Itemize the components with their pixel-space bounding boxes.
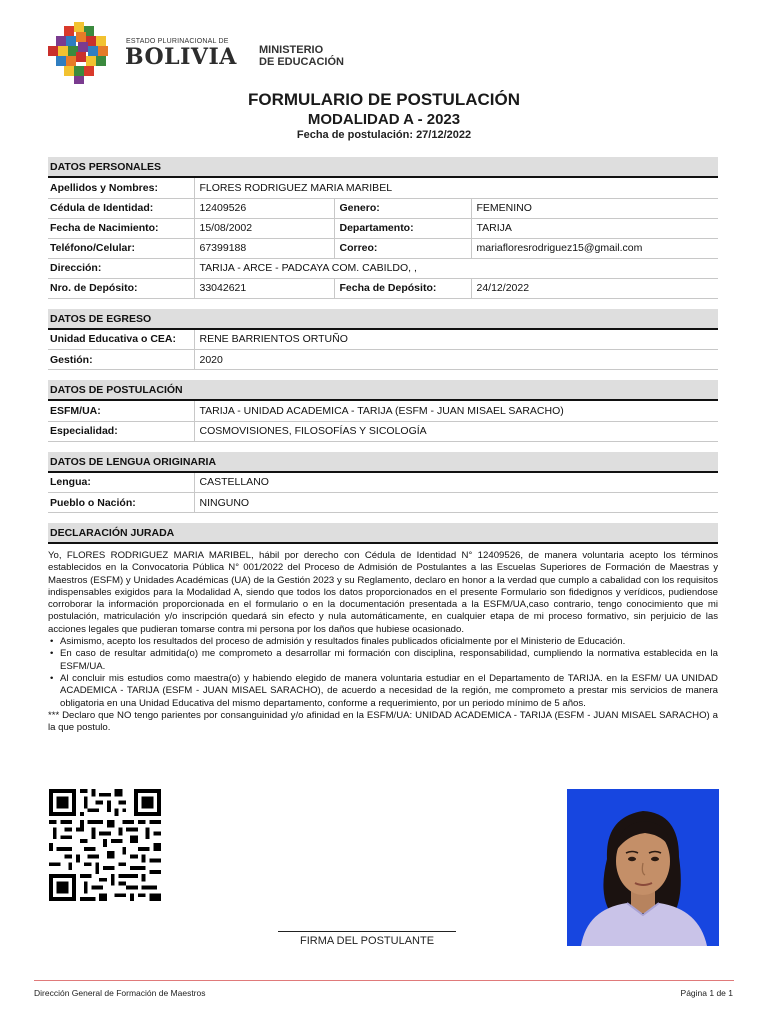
page-header	[44, 16, 744, 90]
section-egreso-heading: DATOS DE EGRESO	[48, 309, 718, 330]
list-item: • En caso de resultar admitida(o) me comprometo a desarrollar mi formación con disciplina, responsabilidad, cumpliendo la normativa establecida en la ESFM/UA.	[48, 648, 718, 673]
field-label: Dirección:	[48, 258, 194, 278]
footer-department: Dirección General de Formación de Maestros	[34, 988, 206, 998]
field-label: ESFM/UA:	[48, 401, 194, 421]
field-value: 24/12/2022	[471, 278, 718, 298]
table-row	[48, 238, 718, 258]
field-label: Teléfono/Celular:	[48, 238, 194, 258]
field-label: Nro. de Depósito:	[48, 278, 194, 298]
bolivia-emblem-logo	[44, 18, 118, 88]
field-label: Apellidos y Nombres:	[48, 178, 194, 198]
applicant-photo	[567, 789, 719, 946]
bolivia-wordmark: BOLIVIA	[125, 44, 237, 70]
table-row	[48, 493, 718, 513]
table-row	[48, 330, 718, 350]
table-row	[48, 350, 718, 370]
field-label: Correo:	[334, 238, 471, 258]
table-row	[48, 473, 718, 493]
field-label: Fecha de Nacimiento:	[48, 218, 194, 238]
table-row	[48, 178, 718, 198]
field-value: TARIJA - ARCE - PADCAYA COM. CABILDO, ,	[194, 258, 718, 278]
qr-code	[49, 789, 161, 901]
table-row	[48, 258, 718, 278]
list-item: • Al concluir mis estudios como maestra(o) y habiendo elegido de manera voluntaria estudiar en el Departamento de TARIJA. en la ESFM/ UA UNIDAD ACADEMICA - TARIJA (ESFM - JUAN MISAEL SARACHO), de acuerdo a necesidad de la región, me comprometo a prestar mis servicios de manera obligatoria en una Unidad Educativa del mismo departamento, conforme a requerimiento, por un periodo mínimo de 5 años.	[48, 673, 718, 710]
declaration-closing: *** Declaro que NO tengo parientes por consanguinidad y/o afinidad en la ESFM/UA: UNIDAD ACADEMICA - TARIJA (ESFM - JUAN MISAEL SARACHO) a la que postulo.	[48, 709, 718, 734]
egreso-data-table	[48, 330, 718, 371]
field-value: FLORES RODRIGUEZ MARIA MARIBEL	[194, 178, 718, 198]
declaration-paragraph: Yo, FLORES RODRIGUEZ MARIA MARIBEL, hábil por derecho con Cédula de Identidad N° 12409526, de manera voluntaria acepto los términos establecidos en la Convocatoria Pública N° 001/2022 del Proceso de Admisión de Postulantes a las Escuelas Superiores de Formación de Maestras y Maestros (ESFM) y Unidades Académicas (UA) de la Gestión 2023 y su Reglamento, declaro en honor a la verdad que cumplo a cabalidad con los requisitos indispensables exigidos para la Modalidad A, siendo que todos los datos proporcionados en el presente Formulario son fidedignos y verídicos, pudiendose corroborar la información proporcionada en el formulario o en la documentación presentada a la ESFM/UA,caso contrario, tengo conocimiento que mi postulación, matriculación y/o inscripción quedará sin efecto y nula automáticamente, en cualquier etapa de mi proceso formativo, sin perjuicio de las acciones legales que pudieran tomarse contra mi persona por los daños que hubiese ocasionado.	[48, 550, 718, 635]
table-row	[48, 198, 718, 218]
field-label: Gestión:	[48, 350, 194, 370]
table-row	[48, 278, 718, 298]
field-value: 15/08/2002	[194, 218, 334, 238]
section-lengua-heading: DATOS DE LENGUA ORIGINARIA	[48, 452, 718, 473]
field-label: Departamento:	[334, 218, 471, 238]
field-label: Cédula de Identidad:	[48, 198, 194, 218]
field-value: 2020	[194, 350, 718, 370]
sworn-declaration	[48, 550, 718, 734]
field-value: NINGUNO	[194, 493, 718, 513]
section-declaracion-heading: DECLARACIÓN JURADA	[48, 523, 718, 544]
ministry-name	[259, 44, 344, 68]
field-label: Genero:	[334, 198, 471, 218]
section-postulacion-heading: DATOS DE POSTULACIÓN	[48, 380, 718, 401]
page-number: Página 1 de 1	[680, 988, 733, 998]
field-value: CASTELLANO	[194, 473, 718, 493]
form-title-block	[0, 90, 768, 141]
declaration-bullets	[48, 636, 718, 710]
ministry-line-2: DE EDUCACIÓN	[259, 56, 344, 68]
signature-line	[278, 931, 456, 932]
field-label: Fecha de Depósito:	[334, 278, 471, 298]
personal-data-table	[48, 178, 718, 299]
list-item: • Asimismo, acepto los resultados del proceso de admisión y resultados finales publicados oficialmente por el Ministerio de Educación.	[48, 636, 718, 648]
table-row	[48, 401, 718, 421]
field-value: 67399188	[194, 238, 334, 258]
field-label: Pueblo o Nación:	[48, 493, 194, 513]
field-value: COSMOVISIONES, FILOSOFÍAS Y SICOLOGÍA	[194, 421, 718, 441]
section-personal-heading: DATOS PERSONALES	[48, 157, 718, 178]
postulacion-data-table	[48, 401, 718, 442]
field-value: TARIJA - UNIDAD ACADEMICA - TARIJA (ESFM - JUAN MISAEL SARACHO)	[194, 401, 718, 421]
application-date	[0, 129, 768, 141]
field-label: Lengua:	[48, 473, 194, 493]
field-value: TARIJA	[471, 218, 718, 238]
field-label: Especialidad:	[48, 421, 194, 441]
field-value: mariafloresrodriguez15@gmail.com	[471, 238, 718, 258]
lengua-data-table	[48, 473, 718, 514]
footer-divider	[34, 980, 734, 981]
field-value: 12409526	[194, 198, 334, 218]
application-date-label: Fecha de postulación:	[296, 129, 413, 141]
applicant-portrait-image	[567, 789, 719, 946]
field-value: RENE BARRIENTOS ORTUÑO	[194, 330, 718, 350]
table-row	[48, 218, 718, 238]
form-content	[48, 157, 718, 734]
estado-plurinacional-text: ESTADO PLURINACIONAL DE	[126, 38, 229, 45]
application-date-value: 27/12/2022	[416, 129, 472, 141]
form-subtitle: MODALIDAD A - 2023	[307, 111, 461, 128]
field-label: Unidad Educativa o CEA:	[48, 330, 194, 350]
signature-label: FIRMA DEL POSTULANTE	[299, 935, 435, 947]
form-title: FORMULARIO DE POSTULACIÓN	[248, 90, 520, 109]
table-row	[48, 421, 718, 441]
ministry-line-1: MINISTERIO	[259, 44, 324, 56]
field-value: FEMENINO	[471, 198, 718, 218]
field-value: 33042621	[194, 278, 334, 298]
